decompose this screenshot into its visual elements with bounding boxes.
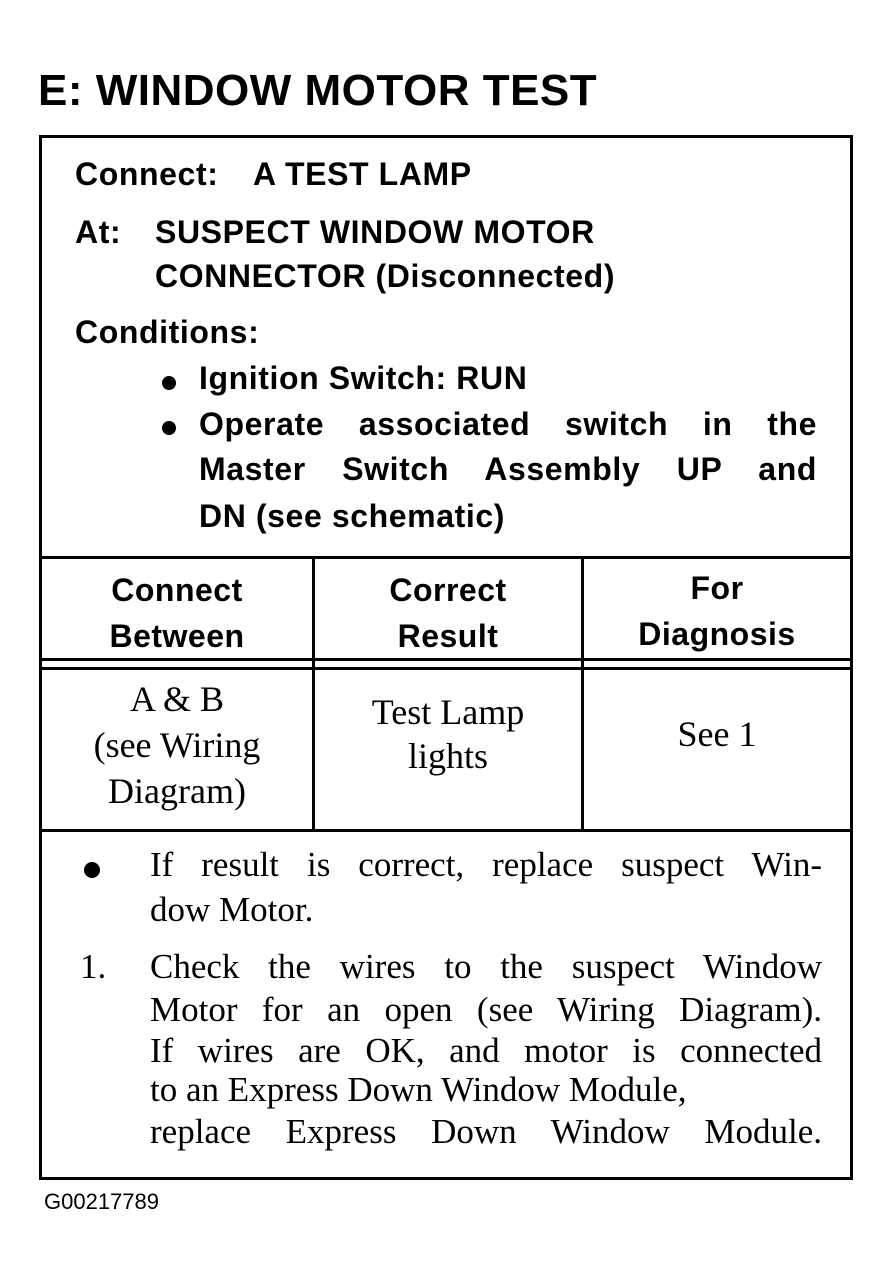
column-header-connect-between xyxy=(42,567,312,659)
column-header-line: Result xyxy=(397,618,499,654)
cell-line: Test Lamp xyxy=(371,692,525,732)
condition-2-line-1: Operate associated switch in the xyxy=(199,406,817,442)
at-value-line-1: SUSPECT WINDOW MOTOR xyxy=(155,214,595,250)
bullet-icon xyxy=(162,421,176,435)
connect-label: Connect: xyxy=(75,156,219,192)
results-table xyxy=(42,559,850,829)
column-header-for-diagnosis xyxy=(584,565,850,657)
cell-line: A & B xyxy=(129,679,225,719)
condition-1: Ignition Switch: RUN xyxy=(199,360,528,396)
cell-for-diagnosis xyxy=(584,711,850,757)
column-header-line: For xyxy=(690,570,744,606)
bullet-icon xyxy=(84,862,100,878)
notes-section xyxy=(42,832,850,1177)
condition-2-line-3: DN (see schematic) xyxy=(199,498,506,534)
column-header-correct-result xyxy=(315,567,581,659)
column-header-line: Connect xyxy=(111,572,243,608)
cell-line: See 1 xyxy=(677,714,757,754)
note-1-line-5: replace Express Down Window Module. xyxy=(150,1112,822,1151)
note-1-line-2: Motor for an open (see Wiring Diagram). xyxy=(150,990,822,1029)
note-1-line-4: to an Express Down Window Module, xyxy=(150,1070,687,1109)
cell-line: lights xyxy=(407,736,488,776)
at-value-line-2: CONNECTOR (Disconnected) xyxy=(155,258,616,294)
note-bullet-line-1: If result is correct, replace suspect Win- xyxy=(150,845,822,884)
cell-line: Diagram) xyxy=(108,771,246,811)
header-divider xyxy=(42,667,850,670)
conditions-label: Conditions: xyxy=(75,314,260,350)
connect-value: A TEST LAMP xyxy=(253,156,472,192)
column-header-line: Correct xyxy=(389,572,507,608)
column-header-line: Between xyxy=(109,618,245,654)
page-title: E: WINDOW MOTOR TEST xyxy=(38,66,598,115)
cell-line: (see Wiring xyxy=(93,725,261,765)
cell-connect-between xyxy=(42,676,312,814)
note-1-line-3: If wires are OK, and motor is connected xyxy=(150,1031,822,1070)
cell-correct-result xyxy=(315,690,581,778)
note-number: 1. xyxy=(80,947,107,986)
at-label: At: xyxy=(75,214,122,250)
test-procedure-box xyxy=(39,135,853,1180)
condition-2-line-2: Master Switch Assembly UP and xyxy=(199,451,817,487)
note-bullet-line-2: dow Motor. xyxy=(150,890,314,929)
test-setup-section xyxy=(42,138,850,559)
column-header-line: Diagnosis xyxy=(638,616,796,652)
note-1-line-1: Check the wires to the suspect Window xyxy=(150,947,822,986)
bullet-icon xyxy=(162,376,176,390)
figure-id: G00217789 xyxy=(44,1189,159,1214)
